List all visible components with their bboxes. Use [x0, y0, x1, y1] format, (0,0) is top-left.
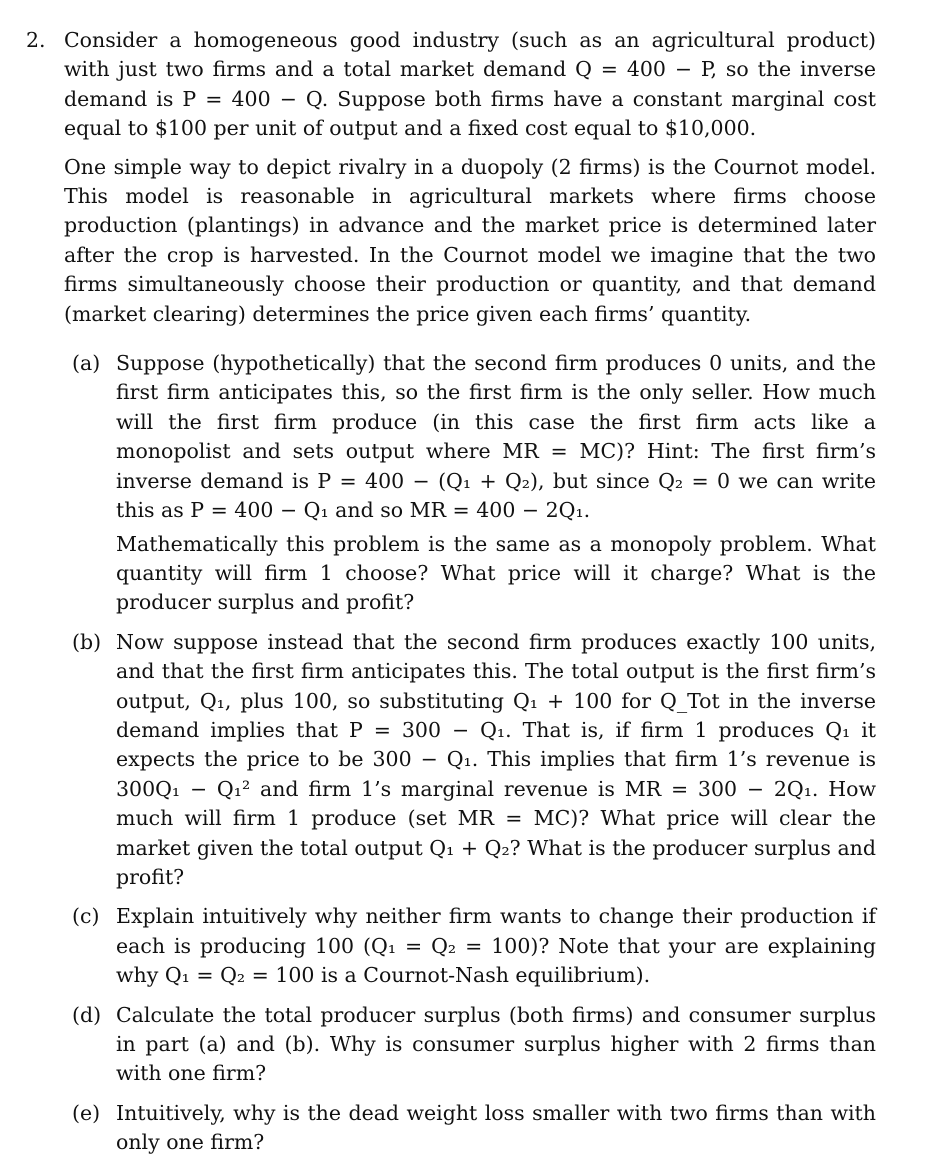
problem-number: 2.	[26, 28, 46, 52]
part-label: (b)	[72, 629, 102, 654]
part-a-paragraph-1: Suppose (hypothetically) that the second firm produces 0 units, and the first firm anticipates this, so the first firm is the only seller. How much will the first firm produce (in this case the first firm acts like a monopolist and sets output where MR = MC)? Hint: The first firm’s inverse demand is P = 400 − (Q₁ + Q₂), but since Q₂ = 0 we can write this as P = 400 − Q₁ and so MR = 400 − 2Q₁.	[116, 351, 876, 523]
part-d-paragraph: Calculate the total producer surplus (both firms) and consumer surplus in part (a) and (b). Why is consumer surplus higher with 2 firms than with one firm?	[116, 1002, 876, 1086]
part-label: (d)	[72, 1002, 102, 1027]
part-b-paragraph: Now suppose instead that the second firm produces exactly 100 units, and that the first firm anticipates this. The total output is the first firm’s output, Q₁, plus 100, so substituting Q₁ + 100 for Q_Tot in the inverse demand implies that P = 300 − Q₁. That is, if firm 1 produces Q₁ it expects the price to be 300 − Q₁. This implies that firm 1’s revenue is 300Q₁ − Q₁² and firm 1’s marginal revenue is MR = 300 − 2Q₁. How much will firm 1 produce (set MR = MC)? What price will clear the market given the total output Q₁ + Q₂? What is the producer surplus and profit?	[116, 629, 876, 889]
part-label: (a)	[72, 351, 101, 376]
part-label: (c)	[72, 904, 100, 929]
part-a-paragraph-2: Mathematically this problem is the same as a monopoly problem. What quantity will firm 1 choose? What price will it charge? What is the producer surplus and profit?	[116, 531, 876, 615]
part-c	[64, 902, 876, 990]
part-c-paragraph: Explain intuitively why neither firm wants to change their production if each is producing 100 (Q₁ = Q₂ = 100)? Note that your are explaining why Q₁ = Q₂ = 100 is a Cournot-Nash equilibrium).	[116, 904, 876, 988]
part-label: (e)	[72, 1100, 101, 1125]
problem-2	[26, 26, 876, 1158]
part-e-paragraph: Intuitively, why is the dead weight loss smaller with two firms than with only one firm?	[116, 1100, 876, 1155]
document-page	[26, 26, 876, 1168]
part-d	[64, 1001, 876, 1089]
problem-intro-paragraph: Consider a homogeneous good industry (such as an agricultural product) with just two firms and a total market demand Q = 400 − P, so the inverse demand is P = 400 − Q. Suppose both firms have a constant marginal cost equal to $100 per unit of output and a fixed cost equal to $10,000.	[64, 28, 876, 141]
part-a	[64, 349, 876, 618]
question-parts	[64, 349, 876, 1158]
part-e	[64, 1099, 876, 1158]
part-b	[64, 628, 876, 893]
problem-context-paragraph: One simple way to depict rivalry in a duopoly (2 firms) is the Cournot model. This model is reasonable in agricultural markets where firms choose production (plantings) in advance and the market price is determined later after the crop is harvested. In the Cournot model we imagine that the two firms simultaneously choose their production or quantity, and that demand (market clearing) determines the price given each firms’ quantity.	[64, 154, 876, 326]
